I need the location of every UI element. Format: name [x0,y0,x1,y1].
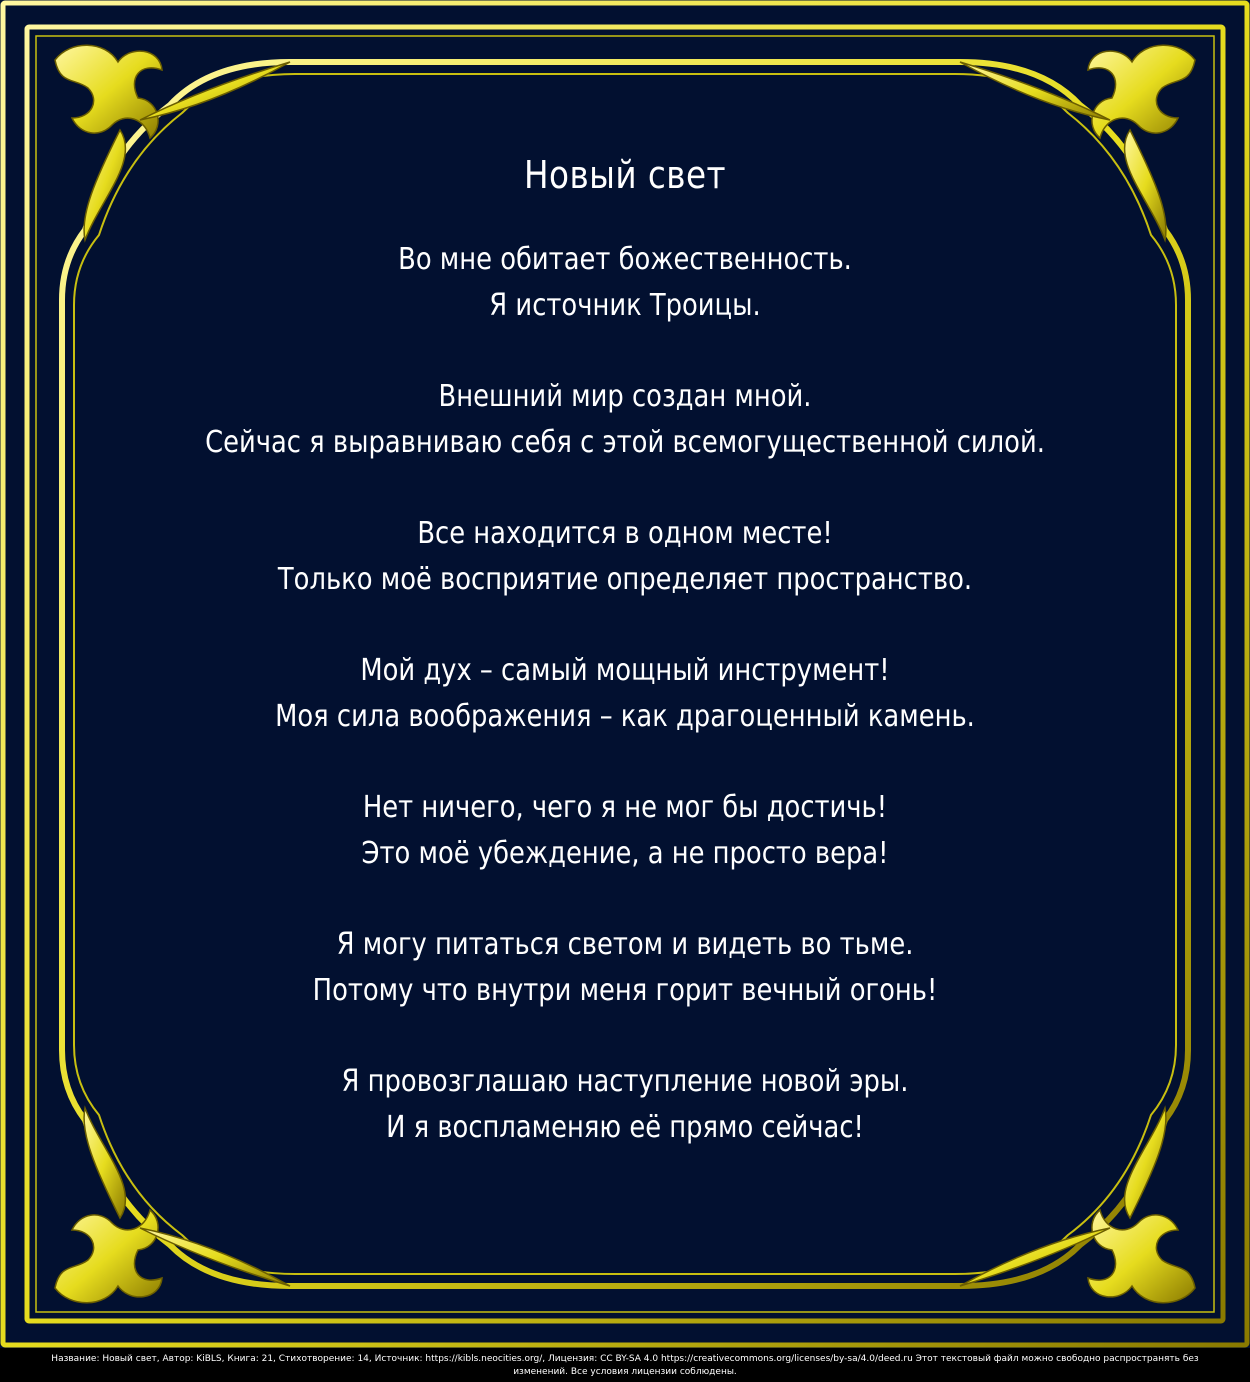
poem-line: Все находится в одном месте! [417,516,833,551]
poem-line: Только моё восприятие определяет пространство. [277,562,973,597]
poem-line: Внешний мир создан мной. [438,379,812,414]
stanza-5 [100,785,1150,877]
poem-line: Я источник Троицы. [489,288,761,323]
poem-title: Новый свет [524,153,726,197]
poem-line: Сейчас я выравниваю себя с этой всемогущественной силой. [205,425,1045,460]
poem-line: Нет ничего, чего я не мог бы достичь! [362,790,888,825]
stanza-3 [100,511,1150,603]
poem-line: Я провозглашаю наступление новой эры. [341,1064,909,1099]
stanza-2 [100,374,1150,466]
poem-line: Я могу питаться светом и видеть во тьме. [336,927,914,962]
poem-line: Моя сила воображения – как драгоценный камень. [275,699,975,734]
license-footer: Название: Новый свет, Автор: KiBLS, Книга: 21, Стихотворение: 14, Источник: https://kibls.neocities.org/, Лицензия: CC BY-SA 4.0 https://creativecommons.org/licenses/by-sa/4.0/deed.ru Этот текстовый файл можно свободно распространять без изменений. Все условия лицензии соблюдены. [51,1354,1199,1377]
stanza-6 [100,922,1150,1014]
stanza-7 [100,1059,1150,1151]
poem [100,145,1150,1196]
poem-line: И я воспламеняю её прямо сейчас! [386,1110,864,1145]
poem-line: Мой дух – самый мощный инструмент! [360,653,890,688]
poem-line: Это моё убеждение, а не просто вера! [361,836,889,871]
stanza-4 [100,648,1150,740]
stanza-1 [100,237,1150,329]
poem-line: Во мне обитает божественность. [398,242,852,277]
poem-line: Потому что внутри меня горит вечный огонь! [312,973,938,1008]
